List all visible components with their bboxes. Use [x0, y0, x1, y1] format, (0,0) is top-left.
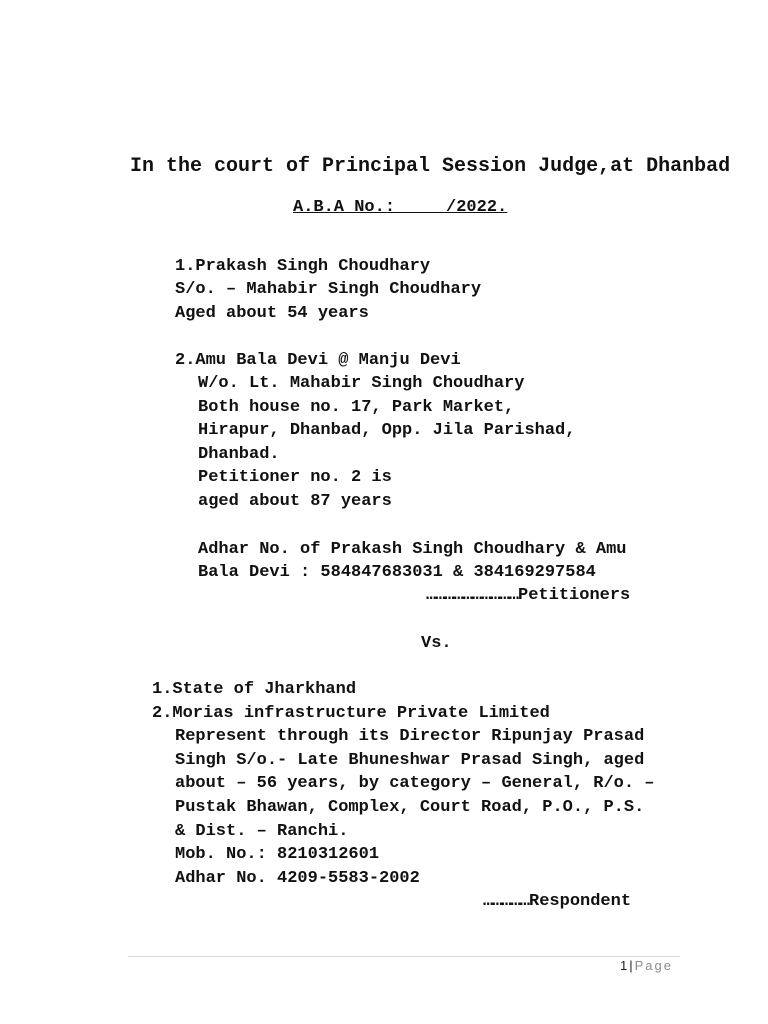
- page-word: Page: [634, 958, 673, 973]
- petitioners-label-line: [426, 584, 630, 607]
- aadhar-line: Adhar No. of Prakash Singh Choudhary & Amu: [198, 540, 627, 559]
- petitioner-1-name: Prakash Singh Choudhary: [195, 257, 431, 276]
- footer-separator: |: [629, 958, 633, 973]
- versus-label: Vs.: [421, 634, 452, 653]
- court-title: In the court of Principal Session Judge,at Dhanbad: [130, 155, 731, 178]
- respondent-dots: ……………: [483, 892, 530, 911]
- respondent-2-detail-line: Mob. No.: 8210312601: [175, 845, 380, 864]
- respondent-label-line: [483, 890, 631, 913]
- respondent-2-detail-line: Pustak Bhawan, Complex, Court Road, P.O., P.S.: [175, 798, 645, 817]
- petitioner-2-name: Amu Bala Devi @ Manju Devi: [195, 351, 461, 370]
- petitioners-dots: …………………………: [426, 586, 519, 605]
- respondent-2-number: 2.: [152, 704, 173, 723]
- aadhar-line: Bala Devi : 584847683031 & 384169297584: [198, 563, 596, 582]
- case-number: A.B.A No.: /2022.: [293, 198, 508, 217]
- petitioner-2-detail-line: Petitioner no. 2 is: [198, 468, 392, 487]
- respondent-1-name: State of Jharkhand: [172, 680, 357, 699]
- petitioner-1-age: Aged about 54 years: [175, 304, 369, 323]
- respondent-2-detail-line: Adhar No. 4209-5583-2002: [175, 869, 420, 888]
- respondent-2-detail-line: Represent through its Director Ripunjay Prasad: [175, 727, 645, 746]
- petitioner-2-detail-line: Hirapur, Dhanbad, Opp. Jila Parishad,: [198, 421, 576, 440]
- petitioners-label: Petitioners: [518, 586, 631, 605]
- footer-divider: [128, 956, 680, 957]
- petitioner-1-number: 1.: [175, 257, 196, 276]
- petitioner-2-detail-line: aged about 87 years: [198, 492, 392, 511]
- petitioner-1-parent: S/o. – Mahabir Singh Choudhary: [175, 280, 482, 299]
- respondent-2-detail-line: about – 56 years, by category – General, R/o. –: [175, 774, 655, 793]
- page-number: 1: [620, 958, 628, 973]
- respondent-2-name: Morias infrastructure Private Limited: [172, 704, 550, 723]
- respondent-label: Respondent: [529, 892, 632, 911]
- respondent-1-number: 1.: [152, 680, 173, 699]
- respondent-2-detail-line: & Dist. – Ranchi.: [175, 822, 349, 841]
- petitioner-2-detail-line: Both house no. 17, Park Market,: [198, 398, 515, 417]
- petitioner-2-number: 2.: [175, 351, 196, 370]
- petitioner-2-detail-line: W/o. Lt. Mahabir Singh Choudhary: [198, 374, 525, 393]
- petitioner-2-detail-line: Dhanbad.: [198, 445, 280, 464]
- respondent-2-detail-line: Singh S/o.- Late Bhuneshwar Prasad Singh, aged: [175, 751, 645, 770]
- page-footer: [620, 958, 673, 973]
